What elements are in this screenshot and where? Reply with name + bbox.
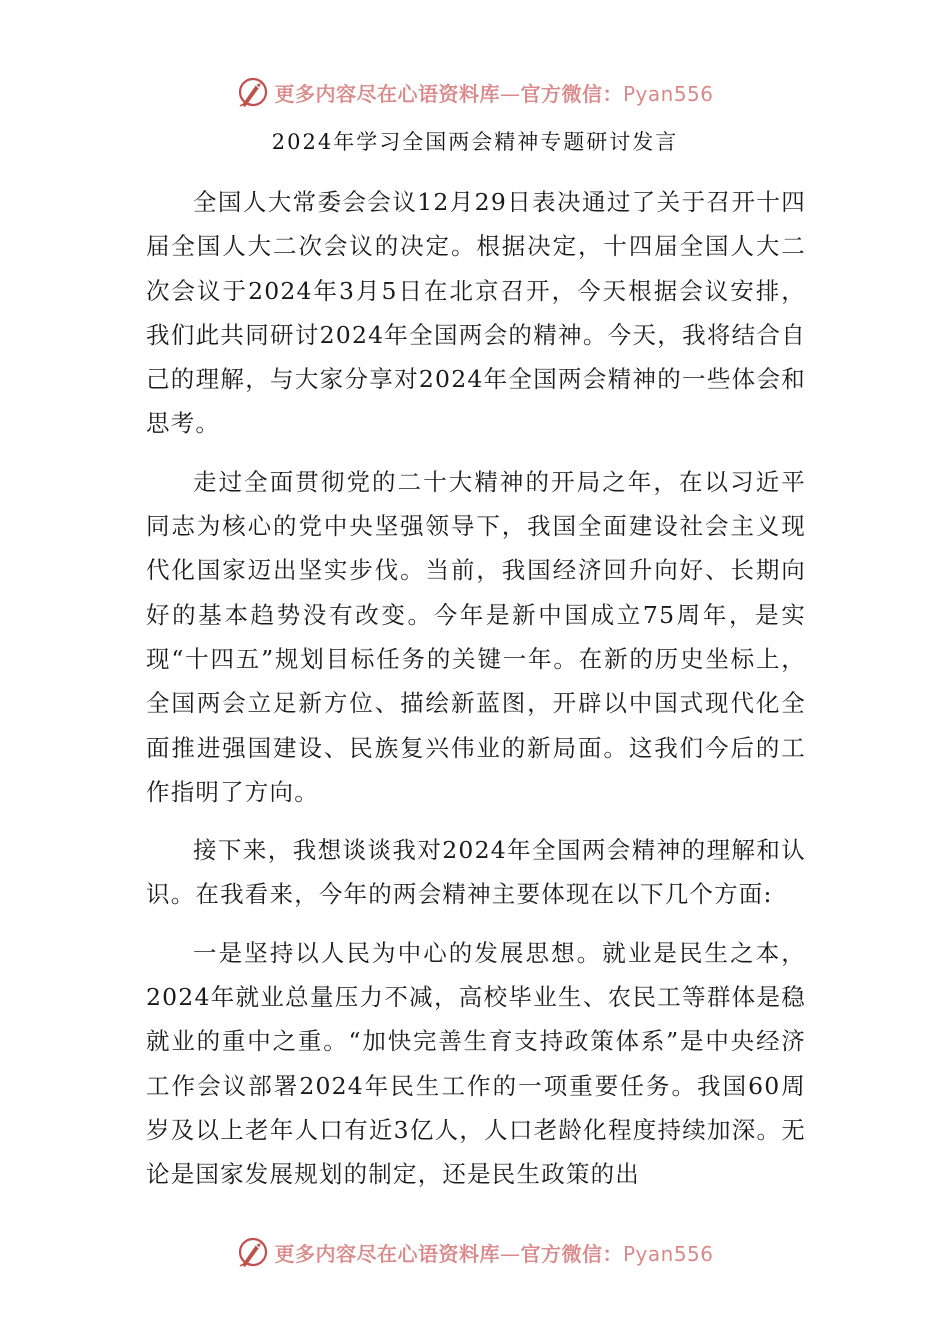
- page-title: 2024年学习全国两会精神专题研讨发言: [271, 130, 679, 154]
- banner-dash: —: [499, 81, 521, 106]
- banner-wechat-label: 官方微信：: [520, 1241, 623, 1266]
- banner-wechat-label: 官方微信：: [520, 81, 623, 106]
- header-banner: [0, 72, 950, 112]
- banner-slogan: 更多内容尽在心语资料库: [274, 1241, 500, 1266]
- document-body: [146, 180, 806, 1211]
- banner-wechat-id: Pyan556: [622, 81, 714, 106]
- paragraph-4: 一是坚持以人民为中心的发展思想。就业是民生之本，2024年就业总量压力不减，高校毕业生、农民工等群体是稳就业的重中之重。“加快完善生育支持政策体系”是中央经济工作会议部署2024年民生工作的一项重要任务。我国60周岁及以上老年人口有近3亿人，人口老龄化程度持续加深。无论是国家发展规划的制定，还是民生政策的出: [146, 938, 806, 1189]
- pen-logo-icon: [236, 75, 270, 109]
- pen-logo-icon: [236, 1235, 270, 1269]
- banner-text: [274, 1238, 713, 1267]
- paragraph-1: 全国人大常委会会议12月29日表决通过了关于召开十四届全国人大二次会议的决定。根据决定，十四届全国人大二次会议于2024年3月5日在北京召开，今天根据会议安排，我们此共同研讨2024年全国两会的精神。今天，我将结合自己的理解，与大家分享对2024年全国两会精神的一些体会和思考。: [146, 188, 806, 438]
- paragraph-2: 走过全面贯彻党的二十大精神的开局之年，在以习近平同志为核心的党中央坚强领导下，我国全面建设社会主义现代化国家迈出坚实步伐。当前，我国经济回升向好、长期向好的基本趋势没有改变。今年是新中国成立75周年，是实现“十四五”规划目标任务的关键一年。在新的历史坐标上，全国两会立足新方位、描绘新蓝图，开辟以中国式现代化全面推进强国建设、民族复兴伟业的新局面。这我们今后的工作指明了方向。: [146, 467, 806, 806]
- banner-dash: —: [499, 1241, 521, 1266]
- banner-slogan: 更多内容尽在心语资料库: [274, 81, 500, 106]
- banner-wechat-id: Pyan556: [622, 1241, 714, 1266]
- paragraph-3: 接下来，我想谈谈我对2024年全国两会精神的理解和认识。在我看来，今年的两会精神主要体现在以下几个方面:: [146, 836, 806, 909]
- banner-text: [274, 78, 713, 107]
- footer-banner: [0, 1232, 950, 1272]
